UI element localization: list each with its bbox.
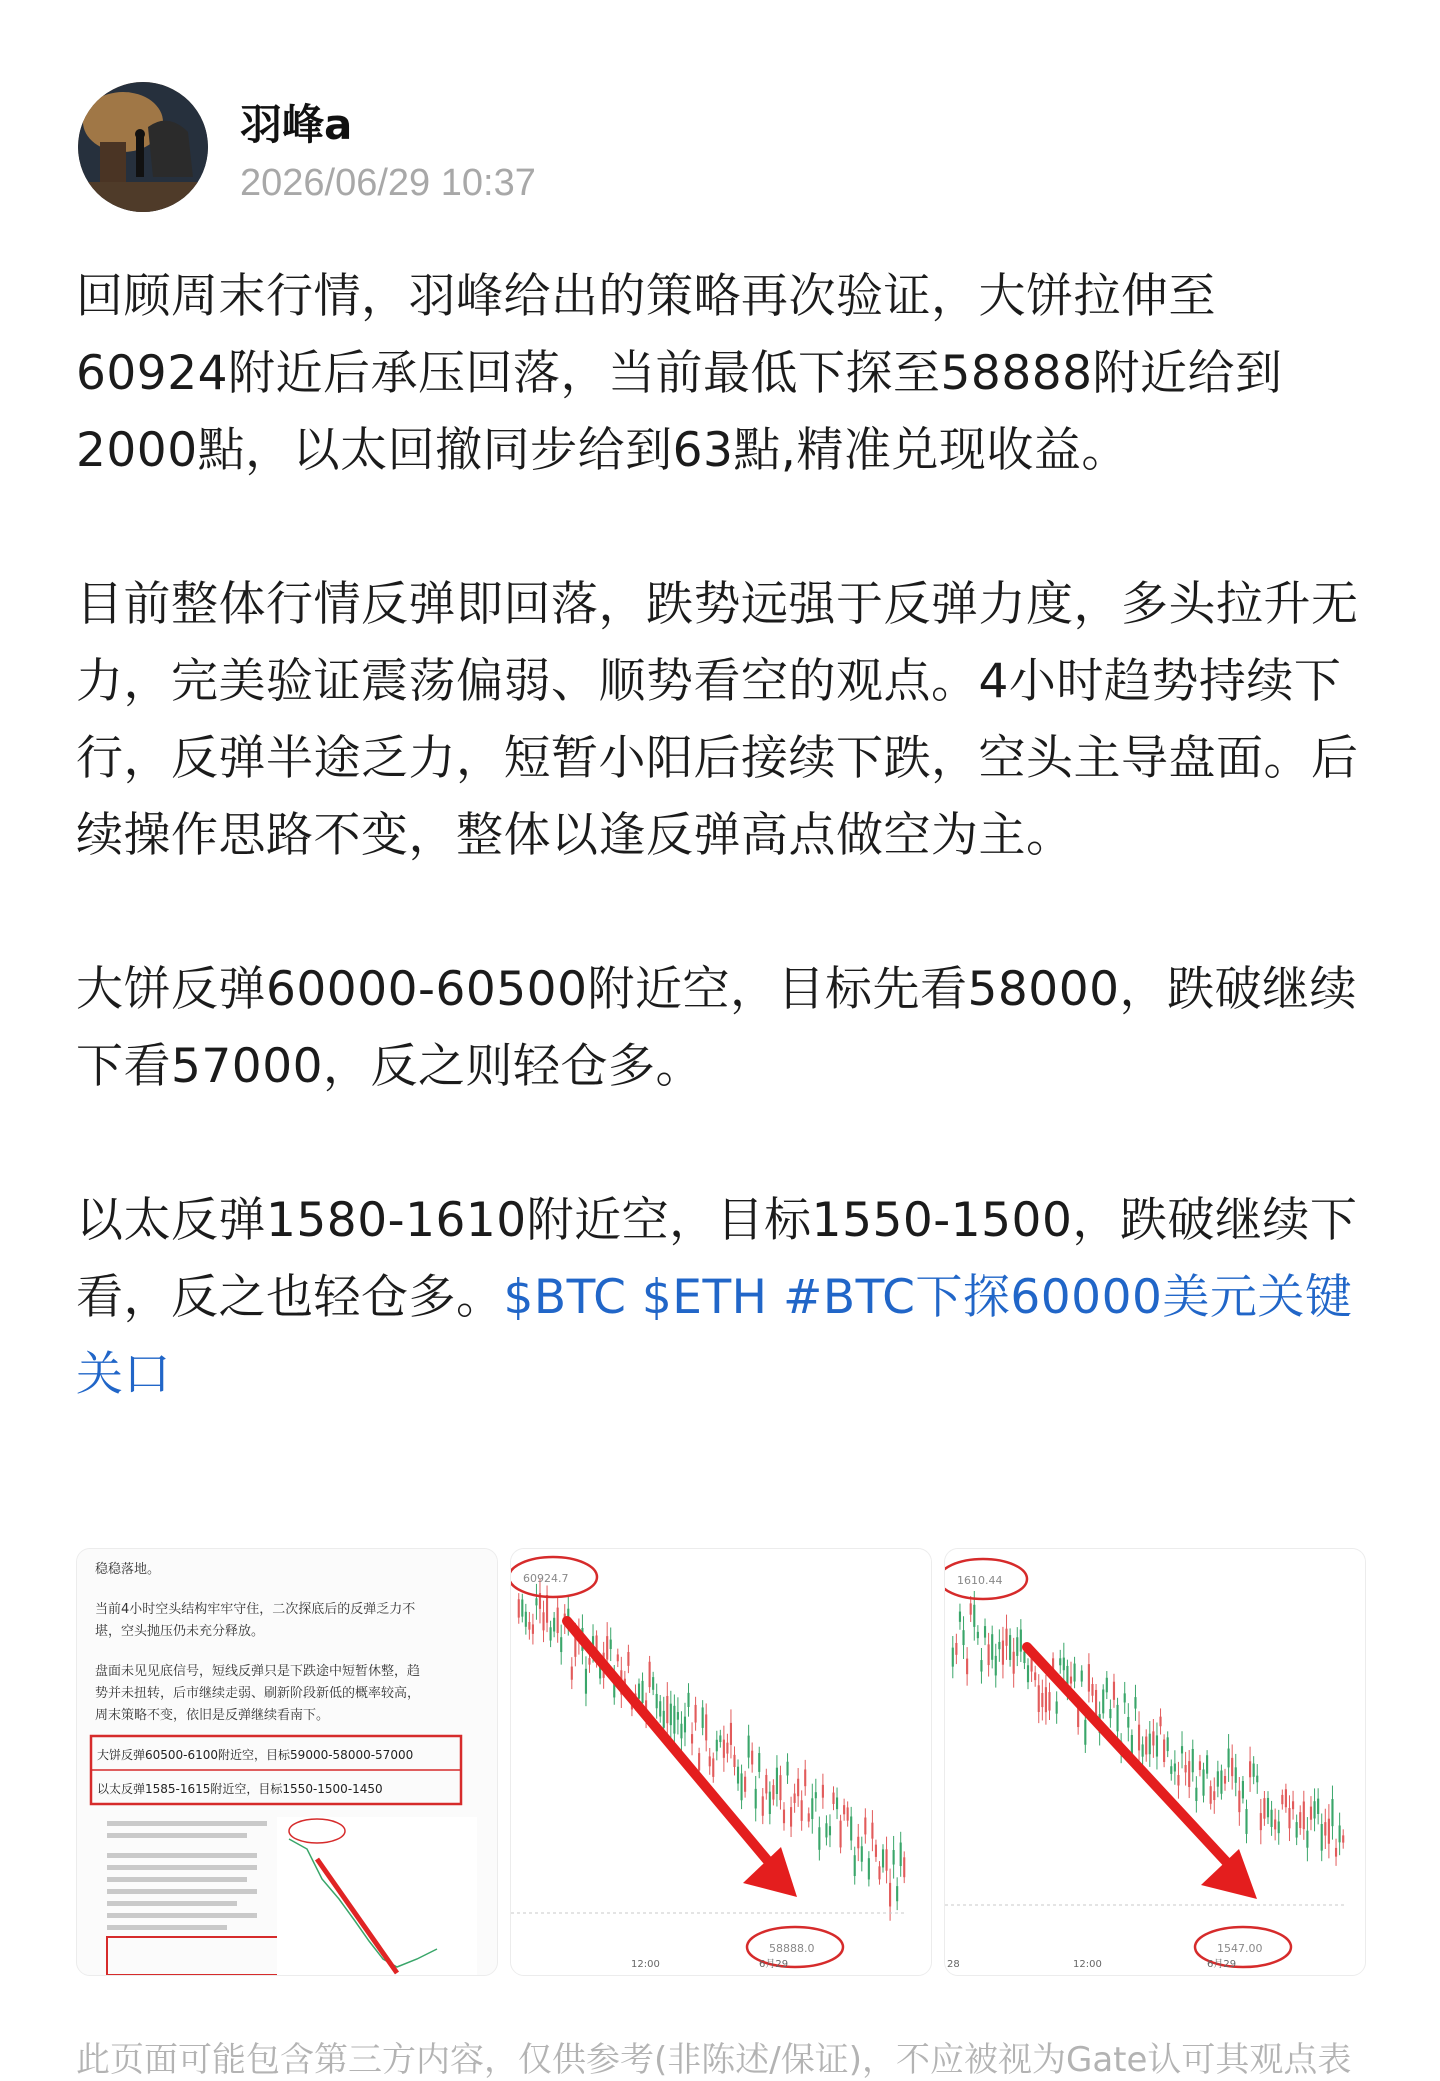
avatar-image bbox=[78, 82, 208, 212]
image-thumb-btc-chart[interactable] bbox=[510, 1548, 932, 1976]
post-paragraph: 大饼反弹60000-60500附近空，目标先看58000，跌破继续下看57000，反之则轻仓多。 bbox=[76, 962, 1358, 1094]
candle-body bbox=[1274, 1820, 1276, 1830]
candle-body bbox=[878, 1866, 880, 1879]
candle-body bbox=[1288, 1808, 1290, 1828]
post-body bbox=[76, 258, 1366, 1490]
candle-body bbox=[588, 1658, 590, 1665]
candle-body bbox=[998, 1642, 1000, 1649]
candle-body bbox=[744, 1777, 746, 1792]
note-box-line: 以太反弹1585-1615附近空，目标1550-1500-1450 bbox=[97, 1782, 383, 1796]
candle-body bbox=[832, 1793, 834, 1804]
candle-body bbox=[1134, 1697, 1136, 1708]
candle-body bbox=[571, 1667, 573, 1680]
candle-body bbox=[733, 1755, 735, 1767]
x-tick: 12:00 bbox=[1073, 1959, 1102, 1970]
post-header bbox=[78, 82, 1358, 212]
candle-body bbox=[1034, 1672, 1036, 1680]
candle-body bbox=[868, 1858, 870, 1879]
candle-body bbox=[1292, 1801, 1294, 1809]
candle-body bbox=[808, 1813, 810, 1821]
candle-body bbox=[822, 1785, 824, 1798]
x-tick: 6月29 bbox=[1207, 1959, 1237, 1970]
candle-body bbox=[740, 1773, 742, 1800]
candle-body bbox=[871, 1823, 873, 1839]
candle-body bbox=[1045, 1687, 1047, 1712]
candle-body bbox=[903, 1857, 905, 1877]
candle-body bbox=[959, 1612, 961, 1622]
candle-body bbox=[783, 1810, 785, 1824]
candle-body bbox=[790, 1807, 792, 1827]
candle-body bbox=[776, 1768, 778, 1794]
candle-body bbox=[751, 1751, 753, 1765]
candle-body bbox=[1328, 1819, 1330, 1844]
candle-body bbox=[1342, 1835, 1344, 1842]
post-paragraph-text: 以太反弹1580-1610附近空，目标1550-1500，跌破继续下看，反之也轻仓多。 bbox=[76, 1193, 1358, 1325]
candle-body bbox=[952, 1648, 954, 1667]
candle-body bbox=[1170, 1766, 1172, 1774]
candle-body bbox=[1306, 1831, 1308, 1848]
candle-body bbox=[663, 1711, 665, 1728]
candle-body bbox=[726, 1743, 728, 1754]
candle-body bbox=[1270, 1810, 1272, 1827]
candle-body bbox=[560, 1637, 562, 1652]
candle-body bbox=[1220, 1771, 1222, 1794]
candle-body bbox=[528, 1622, 530, 1630]
note-line: 稳稳落地。 bbox=[95, 1562, 161, 1577]
candle-body bbox=[1073, 1664, 1075, 1682]
candle-body bbox=[864, 1818, 866, 1835]
candle-body bbox=[1091, 1684, 1093, 1696]
candle-body bbox=[1228, 1749, 1230, 1768]
candle-body bbox=[702, 1707, 704, 1727]
candle-body bbox=[691, 1734, 693, 1743]
candle-body bbox=[758, 1753, 760, 1772]
candle-body bbox=[535, 1598, 537, 1605]
candle-body bbox=[811, 1798, 813, 1819]
candle-body bbox=[1002, 1641, 1004, 1665]
candle-body bbox=[1278, 1821, 1280, 1833]
candle-body bbox=[585, 1669, 587, 1694]
candle-body bbox=[1005, 1629, 1007, 1646]
candle-body bbox=[1020, 1630, 1022, 1652]
candle-body bbox=[1335, 1848, 1337, 1857]
candle-body bbox=[955, 1643, 957, 1655]
candle-body bbox=[705, 1714, 707, 1740]
candle-body bbox=[882, 1849, 884, 1867]
candle-body bbox=[1149, 1734, 1151, 1755]
candle-body bbox=[825, 1823, 827, 1837]
candle-body bbox=[995, 1656, 997, 1676]
candle-body bbox=[1038, 1685, 1040, 1712]
candle-body bbox=[818, 1827, 820, 1850]
candle-body bbox=[1188, 1761, 1190, 1787]
candle-body bbox=[610, 1640, 612, 1649]
candle-body bbox=[695, 1705, 697, 1723]
candle-body bbox=[1016, 1637, 1018, 1656]
high-price-label: 60924.7 bbox=[523, 1572, 569, 1585]
candle-body bbox=[641, 1681, 643, 1703]
candle-body bbox=[1113, 1682, 1115, 1700]
candle-body bbox=[847, 1807, 849, 1820]
candle-body bbox=[991, 1634, 993, 1660]
x-tick: 6月29 bbox=[759, 1959, 789, 1970]
candle-body bbox=[1217, 1771, 1219, 1786]
candle-body bbox=[737, 1767, 739, 1784]
eth-chart-image bbox=[945, 1549, 1365, 1975]
candle-body bbox=[1296, 1822, 1298, 1837]
candle-body bbox=[673, 1706, 675, 1734]
candle-body bbox=[553, 1618, 555, 1632]
candle-body bbox=[1303, 1801, 1305, 1829]
candle-body bbox=[546, 1595, 548, 1623]
candle-body bbox=[1242, 1781, 1244, 1798]
candle-body bbox=[984, 1626, 986, 1638]
note-box-line: 大饼反弹60500-6100附近空，目标59000-58000-57000 bbox=[97, 1748, 414, 1762]
candle-body bbox=[889, 1883, 891, 1907]
candle-body bbox=[988, 1644, 990, 1665]
candle-body bbox=[1317, 1799, 1319, 1814]
candle-body bbox=[804, 1769, 806, 1786]
candle-body bbox=[1181, 1746, 1183, 1753]
note-line: 势并未扭转，后市继续走弱、刷新阶段新低的概率较高， bbox=[95, 1686, 421, 1701]
candle-body bbox=[1313, 1801, 1315, 1818]
candle-body bbox=[1163, 1740, 1165, 1762]
candle-body bbox=[1192, 1749, 1194, 1772]
candle-body bbox=[769, 1792, 771, 1814]
candle-body bbox=[829, 1826, 831, 1835]
candle-body bbox=[521, 1599, 523, 1616]
candle-body bbox=[709, 1756, 711, 1766]
candle-body bbox=[1213, 1791, 1215, 1800]
candle-body bbox=[755, 1789, 757, 1809]
candle-body bbox=[786, 1762, 788, 1776]
candle-body bbox=[532, 1624, 534, 1633]
candle-body bbox=[854, 1855, 856, 1876]
candle-body bbox=[627, 1652, 629, 1666]
post-paragraph-with-tags bbox=[76, 1182, 1366, 1413]
candle-body bbox=[840, 1821, 842, 1848]
candle-body bbox=[801, 1800, 803, 1821]
candle-body bbox=[1009, 1635, 1011, 1660]
candle-body bbox=[1142, 1744, 1144, 1756]
candle-body bbox=[684, 1717, 686, 1733]
candle-body bbox=[1310, 1807, 1312, 1820]
candle-body bbox=[893, 1850, 895, 1864]
tag-eth[interactable]: $ETH bbox=[641, 1270, 768, 1325]
candle-body bbox=[719, 1735, 721, 1742]
candle-body bbox=[1299, 1812, 1301, 1828]
tag-btc[interactable]: $BTC bbox=[503, 1270, 627, 1325]
candle-body bbox=[748, 1736, 750, 1758]
image-thumb-strategy-note[interactable] bbox=[76, 1548, 498, 1976]
disclaimer-text: 此页面可能包含第三方内容，仅供参考(非陈述/保证)，不应被视为Gate认可其观点表 bbox=[76, 2040, 1352, 2080]
candle-body bbox=[1116, 1705, 1118, 1731]
candle-body bbox=[606, 1636, 608, 1659]
candle-body bbox=[900, 1843, 902, 1867]
candle-body bbox=[1260, 1813, 1262, 1830]
candle-body bbox=[1281, 1795, 1283, 1804]
candle-body bbox=[1109, 1709, 1111, 1718]
post-paragraph: 目前整体行情反弹即回落，跌势远强于反弹力度，多头拉升无力，完美验证震荡偏弱、顺势看空的观点。4小时趋势持续下行，反弹半途乏力，短暂小阳后接续下跌，空头主导盘面。后续操作思路不变，整体以逢反弹高点做空为主。 bbox=[76, 577, 1359, 863]
candle-body bbox=[815, 1792, 817, 1798]
candle-body bbox=[557, 1608, 559, 1633]
candle-body bbox=[857, 1837, 859, 1849]
candle-body bbox=[687, 1693, 689, 1707]
candle-body bbox=[861, 1846, 863, 1861]
candle-body bbox=[1106, 1678, 1108, 1693]
candle-body bbox=[1231, 1758, 1233, 1776]
high-price-label: 1610.44 bbox=[957, 1574, 1003, 1587]
candle-body bbox=[1263, 1798, 1265, 1819]
candle-body bbox=[716, 1740, 718, 1752]
candle-body bbox=[1249, 1761, 1251, 1777]
topic-btc-60000[interactable]: #BTC下探60000美元关键关口 bbox=[76, 1270, 1353, 1402]
note-line: 盘面未见见底信号，短线反弹只是下跌途中短暂休整，趋 bbox=[95, 1664, 421, 1679]
candle-body bbox=[970, 1603, 972, 1614]
candle-body bbox=[1206, 1755, 1208, 1773]
candle-body bbox=[1124, 1693, 1126, 1702]
candle-body bbox=[525, 1612, 527, 1627]
candle-body bbox=[1210, 1786, 1212, 1804]
post-paragraph: 回顾周末行情，羽峰给出的策略再次验证，大饼拉伸至60924附近后承压回落，当前最低下探至58888附近给到2000點，以太回撤同步给到63點,精准兑现收益。 bbox=[76, 269, 1283, 478]
post-images bbox=[76, 1548, 1366, 1974]
candle-body bbox=[698, 1753, 700, 1770]
candle-body bbox=[1238, 1791, 1240, 1812]
candle-body bbox=[875, 1845, 877, 1857]
candle-body bbox=[962, 1630, 964, 1645]
candle-body bbox=[638, 1684, 640, 1699]
note-line: 当前4小时空头结构牢牢守住，二次探底后的反弹乏力不 bbox=[95, 1602, 416, 1617]
candle-body bbox=[797, 1779, 799, 1796]
candle-body bbox=[652, 1677, 654, 1690]
candle-body bbox=[765, 1775, 767, 1793]
strategy-note-image bbox=[77, 1549, 497, 1975]
candle-body bbox=[659, 1701, 661, 1716]
candle-body bbox=[1324, 1822, 1326, 1835]
low-price-label: 1547.00 bbox=[1217, 1942, 1263, 1955]
author-name[interactable]: 羽峰a bbox=[240, 100, 353, 149]
candle-body bbox=[670, 1704, 672, 1725]
candle-body bbox=[1167, 1737, 1169, 1751]
candle-body bbox=[1048, 1692, 1050, 1710]
candle-body bbox=[1084, 1720, 1086, 1745]
candle-body bbox=[1235, 1767, 1237, 1782]
candle-body bbox=[1174, 1764, 1176, 1772]
candle-body bbox=[518, 1599, 520, 1617]
candle-body bbox=[617, 1654, 619, 1661]
candle-body bbox=[542, 1612, 544, 1630]
candle-body bbox=[977, 1632, 979, 1638]
candle-body bbox=[730, 1723, 732, 1745]
candle-body bbox=[1095, 1690, 1097, 1716]
candle-body bbox=[1056, 1701, 1058, 1713]
candle-body bbox=[677, 1712, 679, 1720]
candle-body bbox=[1102, 1689, 1104, 1713]
low-price-label: 58888.0 bbox=[769, 1942, 815, 1955]
candle-body bbox=[1027, 1665, 1029, 1682]
btc-chart-image bbox=[511, 1549, 931, 1975]
candle-body bbox=[1059, 1658, 1061, 1665]
candle-body bbox=[1224, 1776, 1226, 1784]
candle-body bbox=[836, 1797, 838, 1809]
author-avatar[interactable] bbox=[78, 82, 208, 212]
candle-body bbox=[723, 1740, 725, 1758]
candle-body bbox=[1138, 1725, 1140, 1751]
candle-body bbox=[1177, 1775, 1179, 1785]
candle-body bbox=[1145, 1737, 1147, 1755]
candle-body bbox=[1023, 1651, 1025, 1663]
candle-body bbox=[1321, 1824, 1323, 1851]
candle-body bbox=[680, 1724, 682, 1739]
candle-body bbox=[843, 1805, 845, 1814]
candle-body bbox=[1185, 1765, 1187, 1772]
candle-body bbox=[1013, 1652, 1015, 1674]
candle-body bbox=[1159, 1717, 1161, 1727]
candle-body bbox=[712, 1758, 714, 1777]
candle-body bbox=[1127, 1717, 1129, 1728]
candle-body bbox=[850, 1816, 852, 1840]
candle-body bbox=[1285, 1789, 1287, 1807]
candle-body bbox=[649, 1662, 651, 1687]
candle-body bbox=[980, 1660, 982, 1672]
note-line: 周末策略不变，依旧是反弹继续看南下。 bbox=[95, 1708, 330, 1723]
candle-body bbox=[1063, 1658, 1065, 1671]
candle-body bbox=[779, 1775, 781, 1800]
candle-body bbox=[896, 1886, 898, 1901]
candle-body bbox=[1202, 1769, 1204, 1795]
note-line: 堪，空头抛压仍未充分释放。 bbox=[95, 1624, 265, 1639]
candle-body bbox=[656, 1694, 658, 1708]
candle-body bbox=[1088, 1664, 1090, 1691]
candle-body bbox=[794, 1793, 796, 1802]
candle-body bbox=[885, 1849, 887, 1870]
candle-body bbox=[973, 1605, 975, 1627]
candle-body bbox=[666, 1696, 668, 1723]
candle-body bbox=[1253, 1764, 1255, 1777]
candle-body bbox=[966, 1659, 968, 1675]
candle-body bbox=[1156, 1735, 1158, 1756]
post-time: 2026/06/29 10:37 bbox=[240, 162, 536, 204]
candle-body bbox=[1041, 1693, 1043, 1707]
candle-body bbox=[550, 1627, 552, 1640]
x-tick: 28 bbox=[947, 1959, 960, 1970]
x-tick: 12:00 bbox=[631, 1959, 660, 1970]
candle-body bbox=[1331, 1799, 1333, 1826]
candle-body bbox=[762, 1796, 764, 1815]
candle-body bbox=[1199, 1761, 1201, 1770]
candle-body bbox=[1267, 1798, 1269, 1817]
candle-body bbox=[1152, 1731, 1154, 1745]
candle-body bbox=[1339, 1825, 1341, 1842]
candle-body bbox=[772, 1785, 774, 1799]
image-thumb-eth-chart[interactable] bbox=[944, 1548, 1366, 1976]
candle-body bbox=[1245, 1809, 1247, 1834]
candle-body bbox=[1195, 1788, 1197, 1801]
candle-body bbox=[1081, 1671, 1083, 1682]
candle-body bbox=[1256, 1776, 1258, 1783]
candle-body bbox=[1070, 1677, 1072, 1684]
